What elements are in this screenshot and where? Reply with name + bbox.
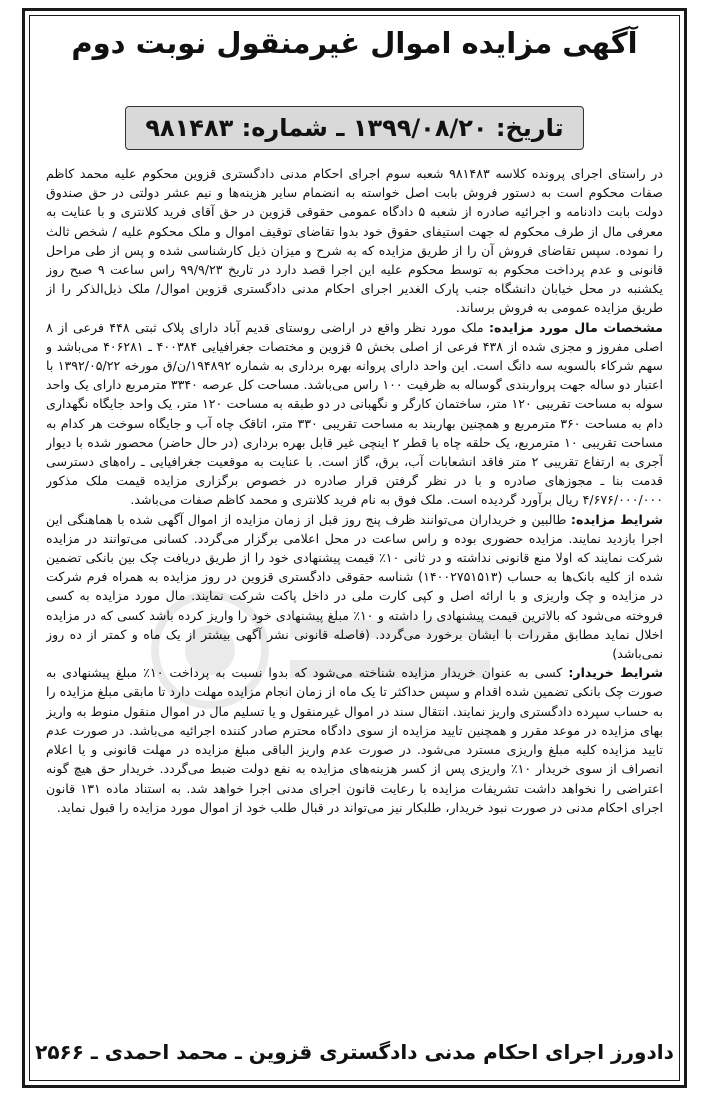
buyer-label: شرایط خریدار: bbox=[568, 665, 663, 681]
specs-text: ملک مورد نظر واقع در اراضی روستای قدیم آباد دارای پلاک ثبتی ۴۴۸ فرعی از ۸ اصلی مفروز و مجزی شده از ۴۳۸ فرعی از اصلی بخش ۵ قزوین و مختصات جغرافیایی ۴۰۰۳۸۴ ـ ۴۰۶۲۸۱ می‌باشد و سهم شرکاء بالسویه سه دانگ است. این واحد دارای پروانه بهره برداری به شماره ۱۹۴۸۹۲/ن/ق مورخه ۱۳۹۲/۰۵/۲۲ با اعتبار دو ساله جهت پرواربندی گوساله به ظرفیت ۱۰۰ راس می‌باشد. مساحت کل عرصه ۳۳۴۰ مترمربع دارای یک واحد سوله به مساحت تقریبی ۱۲۰ متر، ساختمان کارگر و نگهبانی در دو طبقه به مساحت ۱۲۰ متر، یک واحد جایگاه نگهداری دام به مساحت ۳۶۰ مترمربع و همچنین بهاربند به مساحت تقریبی ۳۳۰ متر، اتاقک چاه آب و جایگاه سوخت هر کدام به مساحت تقریبی ۱۰ مترمربع، یک حلقه چاه با قطر ۲ اینچی غیر قابل بهره برداری (در حال حاضر) محصور شده با دیوار آجری به ارتفاع تقریبی ۲ متر فاقد انشعابات آب، برق، گاز است. با عنایت به موقعیت جغرافیایی ـ راه‌های دسترسی قدمت بنا ـ مجوزهای صادره و با در نظر گرفتن قرار صادره در خصوص برگزاری مزایده قیمت ملک مذکور ۴/۶۷۶/۰۰۰/۰۰۰ ریال برآورد گردیده است. ملک فوق به نام فرید کلانتری و محمد کاظم صفات می‌باشد. bbox=[46, 319, 663, 508]
buyer-text: کسی به عنوان خریدار مزایده شناخته می‌شود که بدوا نسبت به پرداخت ۱۰٪ مبلغ پیشنهادی به صورت چک بانکی تضمین شده اقدام و سپس حداکثر تا یک ماه از زمان انجام مزایده مهلت دارد تا مابقی مبلغ مزایده را به حساب سپرده دادگستری واریز نمایند. انتقال سند در اموال غیرمنقول و یا تسلیم مال در اموال منقول منوط به واریز بهای مزایده در موعد مقرر و همچنین تایید مزایده از سوی دادگاه محترم صادر کننده اجرائیه می‌باشد. در صورت عدم تایید مزایده کلیه مبلغ واریزی مسترد می‌شود. در صورت عدم واریز الباقی مبلغ مزایده در مهلت قانونی و یا اعلام انصراف از سوی خریدار ۱۰٪ واریزی پس از کسر هزینه‌های مزایده به نفع دولت ضبط می‌گردد. خریدار حق هیچ گونه اعتراضی را نخواهد داشت تشریفات مزایده با رعایت قانون اجرای مدنی اجرا خواهد شد. به استناد ماده ۱۳۱ قانون اجرای احکام مدنی در صورت نبود خریدار، طلبکار نیز می‌تواند در قبال طلب خود از اموال مورد مزایده را قبول نماید. bbox=[46, 665, 663, 815]
conditions-label: شرایط مزایده: bbox=[570, 511, 663, 527]
notice-body bbox=[46, 164, 663, 1020]
notice-footer-signature: دادورز اجرای احکام مدنی دادگستری قزوین ـ محمد احمدی ـ ۲۵۶۶ bbox=[35, 1040, 674, 1064]
date-number-band: تاریخ: ۱۳۹۹/۰۸/۲۰ ـ شماره: ۹۸۱۴۸۳ bbox=[125, 106, 584, 150]
specs-label: مشخصات مال مورد مزایده: bbox=[489, 319, 663, 335]
notice-frame bbox=[22, 8, 687, 1088]
conditions-paragraph bbox=[46, 510, 663, 664]
intro-paragraph: در راستای اجرای پرونده کلاسه ۹۸۱۴۸۳ شعبه سوم اجرای احکام مدنی دادگستری قزوین محکوم علیه محمد کاظم صفات محکوم است به دستور فروش بابت اصل خواسته به انضمام سایر هزینه‌ها و نیم عشر دولتی در حق صندوق دولت بابت دادنامه و اجرائیه صادره از شعبه ۵ دادگاه عمومی حقوقی قزوین در حق آقای فرید کلانتری و با عنایت به معرفی مال از طرف محکوم له جهت استیفای حقوق خود بدوا تقاضای توقیف اموال و ملک محکوم علیه / شخص ثالث را نموده. سپس تقاضای فروش آن را از طریق مزایده که به شرح و میزان ذیل کارشناسی شده و پس از طی مراحل قانونی و عدم پرداخت محکوم به توسط محکوم علیه این اجرا قصد دارد در تاریخ ۹۹/۹/۲۳ راس ساعت ۹ صبح روز یکشنبه در محل خیابان دانشگاه جنب پارک الغدیر اجرای احکام مدنی دادگستری قزوین اموال/ ملک ذیل‌الذکر را از طریق مزایده عمومی به فروش برساند. bbox=[46, 166, 663, 316]
conditions-text: طالبین و خریداران می‌توانند ظرف پنج روز قبل از زمان مزایده از اموال آگهی شده با هماهنگی این اجرا بازدید نمایند. مزایده حضوری بوده و راس ساعت در محل اعلامی برگزار می‌گردد. کسانی می‌توانند در مزایده شرکت نمایند که اولا منع قانونی نداشته و در ثانی ۱۰٪ قیمت پیشنهادی خود را از طریق دریافت چک بین بانکی تضمین شده از کلیه بانک‌ها به حساب (۱۴۰۰۲۷۵۱۵۱۳) شناسه حقوقی دادگستری قزوین در روز مزایده به همراه فرم شرکت در مزایده و چک واریزی و با ارائه اصل و کپی کارت ملی در داخل پاکت شرکت نمایند. مال مورد مزایده به کسی فروخته می‌شود که بالاترین قیمت پیشنهادی را داشته و ۱۰٪ مبلغ پیشنهادی خود را واریز کرده باشد کسی که در مزایده اخلال نماید مطابق مقررات با ایشان برخورد می‌گردد. (فاصله قانونی نشر آگهی بیشتر از یک ماه و کمتر از ده روز نمی‌باشد) bbox=[46, 511, 663, 662]
notice-title: آگهی مزایده اموال غیرمنقول نوبت دوم bbox=[71, 26, 638, 60]
buyer-paragraph bbox=[46, 663, 663, 817]
specs-paragraph bbox=[46, 318, 663, 510]
notice-inner-border bbox=[29, 15, 680, 1081]
